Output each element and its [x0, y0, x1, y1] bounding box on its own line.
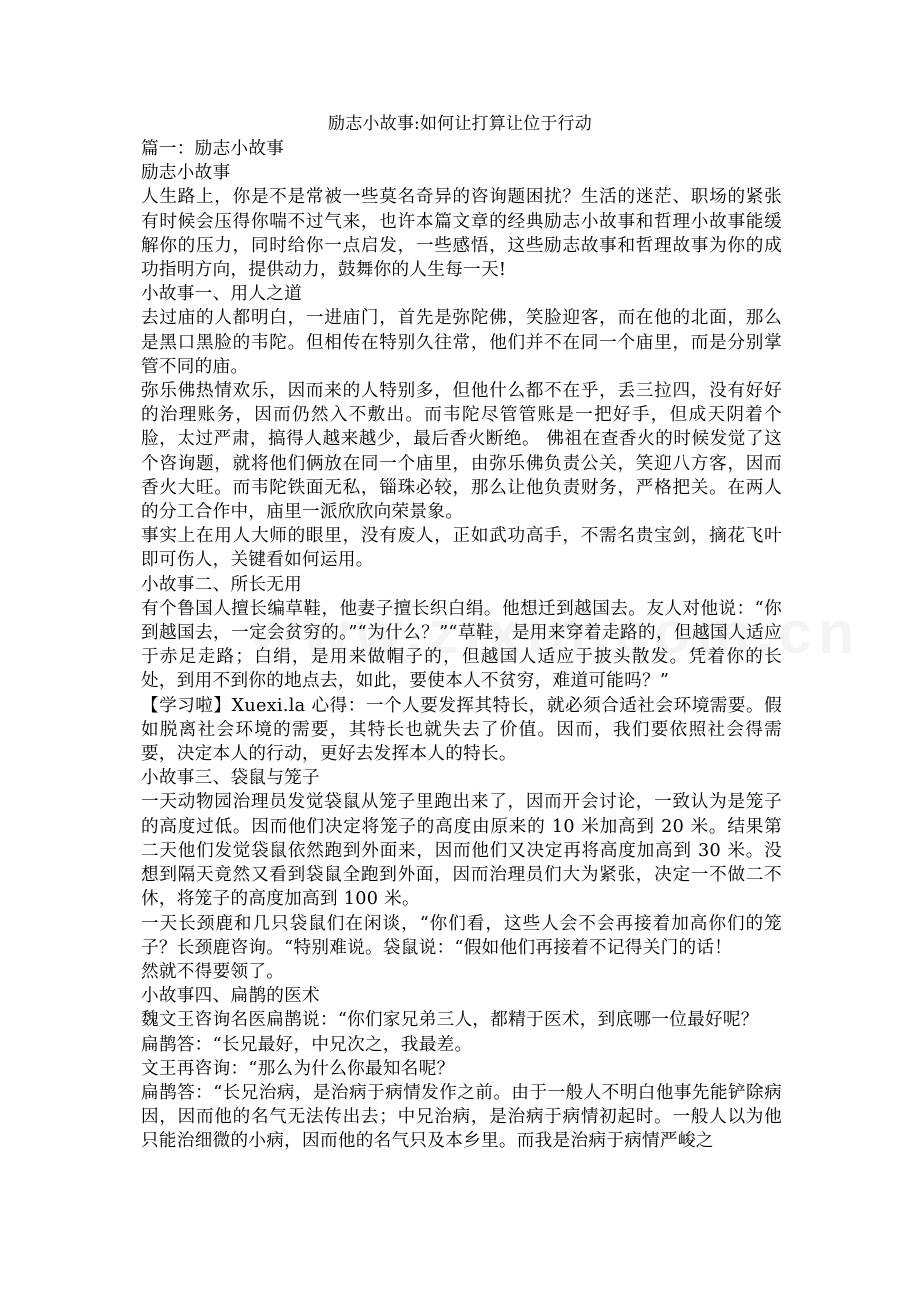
document-title: 励志小故事:如何让打算让位于行动 — [328, 114, 592, 134]
body-paragraph: 一天长颈鹿和几只袋鼠们在闲谈，“你们看，这些人会不会再接着加高你们的笼子？长颈鹿咨询。“特别难说。袋鼠说：“假如他们再接着不记得关门的话！ — [141, 913, 782, 958]
body-paragraph: 文王再咨询：“那么为什么你最知名呢？ — [141, 1058, 455, 1079]
intro-paragraph: 人生路上，你是不是常被一些莫名奇异的咨询题困扰？生活的迷茫、职场的紧张有时候会压得你喘不过气来，也许本篇文章的经典励志小故事和哲理小故事能缓解你的压力，同时给你一点启发，一些感悟，这些励志故事和哲理故事为你的成功指明方向，提供动力，鼓舞你的人生每一天! — [141, 187, 782, 281]
body-paragraph: 然就不得要领了。 — [141, 961, 285, 982]
body-paragraph: 有个鲁国人擅长编草鞋，他妻子擅长织白绢。他想迁到越国去。友人对他说：“你到越国去，一定会贫穷的。”“为什么？”“草鞋，是用来穿着走路的，但越国人适应于赤足走路；白绢，是用来做帽子的，但越国人适应于披头散发。凭着你的长处，到用不到你的地点去，如此，要使本人不贫穷，难道可能吗？” — [141, 598, 782, 692]
body-paragraph: 事实上在用人大师的眼里，没有废人，正如武功高手，不需名贵宝剑，摘花飞叶即可伤人，关键看如何运用。 — [141, 526, 782, 571]
story-heading: 小故事二、所长无用 — [141, 574, 303, 595]
story-heading: 小故事一、用人之道 — [141, 284, 303, 305]
section-heading: 篇一：励志小故事 — [141, 139, 285, 159]
body-paragraph: 魏文王咨询名医扁鹊说：“你们家兄弟三人，都精于医术，到底哪一位最好呢？ — [141, 1010, 759, 1031]
body-paragraph: 弥乐佛热情欢乐，因而来的人特别多，但他什么都不在乎，丢三拉四，没有好好的治理账务，因而仍然入不敷出。而韦陀尽管管账是一把好手，但成天阴着个脸，太过严肃，搞得人越来越少，最后香火断绝。 佛祖在查香火的时候发觉了这个咨询题，就将他们俩放在同一个庙里，由弥乐佛负责公关，笑迎八方客，因而香火大旺。而韦陀铁面无私，锱珠必较，那么让他负责财务，严格把关。在两人的分工合作中，庙里一派欣欣向荣景象。 — [141, 381, 782, 523]
body-paragraph: 扁鹊答：“长兄最好，中兄次之，我最差。 — [141, 1034, 473, 1055]
body-paragraph: 一天动物园治理员发觉袋鼠从笼子里跑出来了，因而开会讨论，一致认为是笼子的高度过低。因而他们决定将笼子的高度由原来的 10 米加高到 20 米。结果第二天他们发觉袋鼠依然跑到外面来，因而他们又决定再将高度加高到 30 米。没想到隔天竟然又看到袋鼠全跑到外面，因而治理员们大为紧张，决定一不做二不休，将笼子的高度加高到 100 米。 — [141, 792, 782, 910]
subheading: 励志小故事 — [141, 163, 231, 184]
story-heading: 小故事三、袋鼠与笼子 — [141, 768, 320, 789]
body-paragraph: 【学习啦】Xuexi.la 心得：一个人要发挥其特长，就必须合适社会环境需要。假如脱离社会环境的需要，其特长也就失去了价值。因而，我们要依照社会得需要，决定本人的行动，更好去发挥本人的特长。 — [141, 695, 782, 765]
document-body — [141, 137, 782, 1154]
body-paragraph: 去过庙的人都明白，一进庙门，首先是弥陀佛，笑脸迎客，而在他的北面，那么是黑口黑脸的韦陀。但相传在特别久往常，他们并不在同一个庙里，而是分别掌管不同的庙。 — [141, 308, 782, 377]
body-paragraph: 扁鹊答：“长兄治病，是治病于病情发作之前。由于一般人不明白他事先能铲除病因，因而他的名气无法传出去；中兄治病，是治病于病情初起时。一般人以为他只能治细微的小病，因而他的名气只及本乡里。而我是治病于病情严峻之 — [141, 1082, 782, 1152]
story-heading: 小故事四、扁鹊的医术 — [141, 986, 320, 1007]
